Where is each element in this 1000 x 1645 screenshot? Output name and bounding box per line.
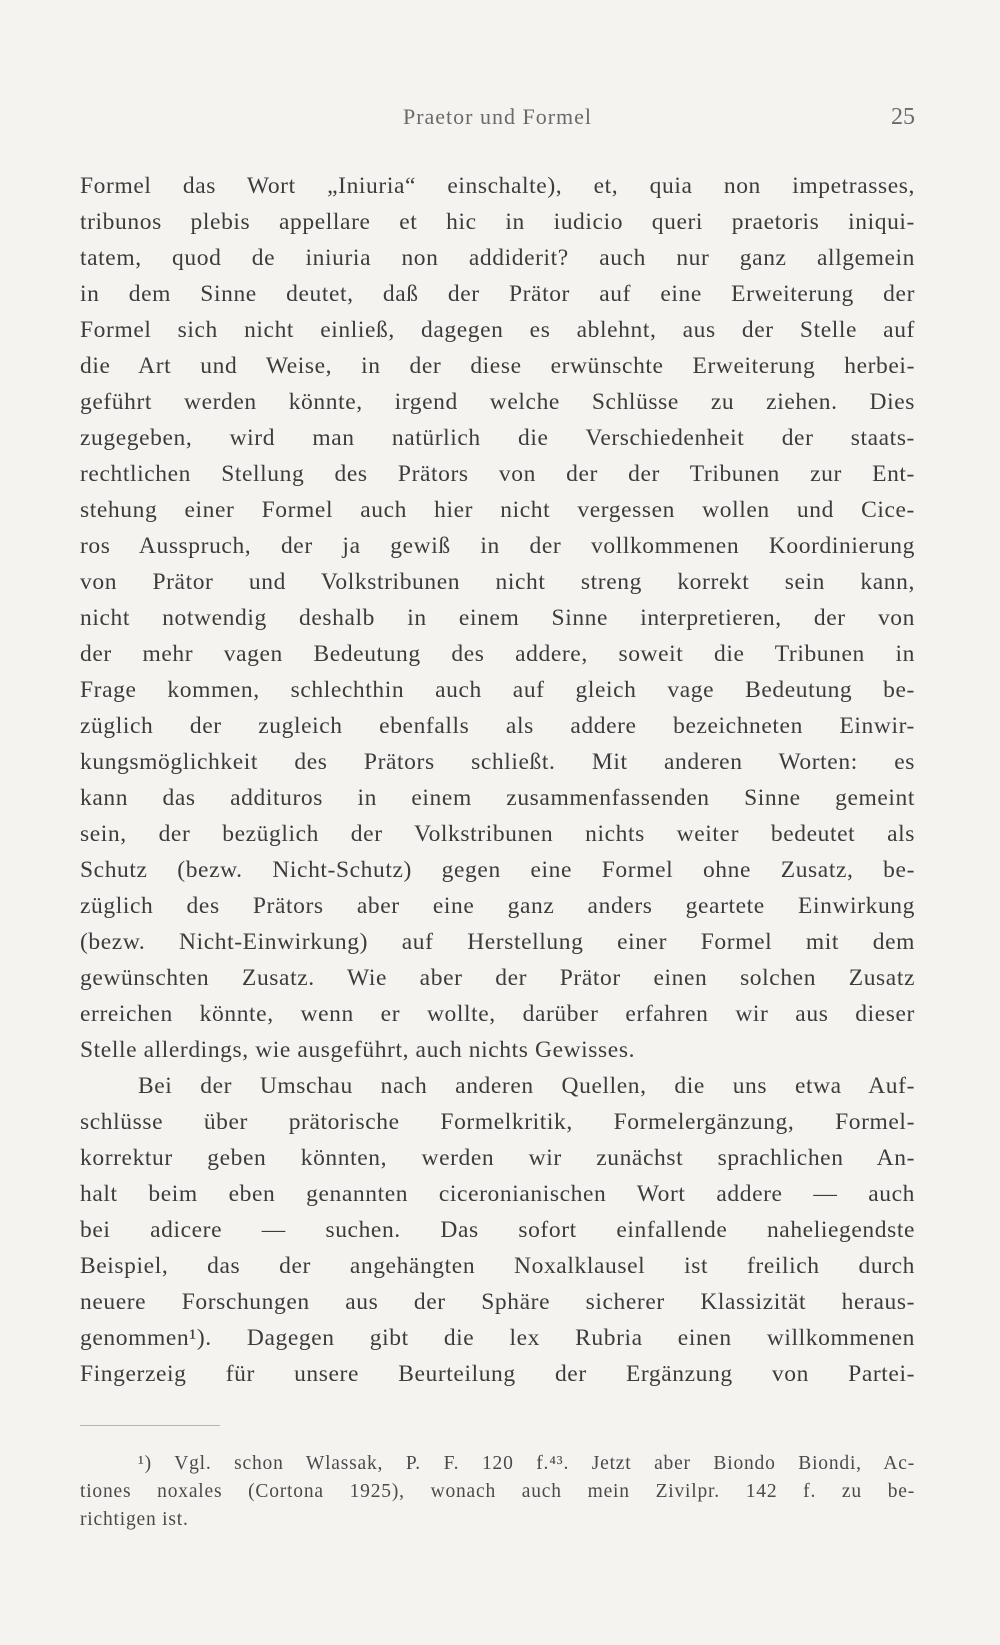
- text-line: sein, der bezüglich der Volkstribunen nichts weiter bedeutet als: [80, 821, 915, 847]
- text-line: der mehr vagen Bedeutung des addere, soweit die Tribunen in: [80, 641, 915, 667]
- text-line: tatem, quod de iniuria non addiderit? auch nur ganz allgemein: [80, 245, 915, 271]
- text-line: Beispiel, das der angehängten Noxalklausel ist freilich durch: [80, 1253, 915, 1279]
- text-line: genommen¹). Dagegen gibt die lex Rubria einen willkommenen: [80, 1325, 915, 1351]
- text-line: (bezw. Nicht-Einwirkung) auf Herstellung einer Formel mit dem: [80, 929, 915, 955]
- text-line: erreichen könnte, wenn er wollte, darüber erfahren wir aus dieser: [80, 1001, 915, 1027]
- footnote-divider: [80, 1425, 220, 1426]
- text-line: rechtlichen Stellung des Prätors von der der Tribunen zur Ent-: [80, 461, 915, 487]
- page-number: 25: [891, 104, 915, 130]
- text-line: Schutz (bezw. Nicht-Schutz) gegen eine Formel ohne Zusatz, be-: [80, 857, 915, 883]
- text-line: züglich der zugleich ebenfalls als addere bezeichneten Einwir-: [80, 713, 915, 739]
- text-line: kann das addituros in einem zusammenfassenden Sinne gemeint: [80, 785, 915, 811]
- footnote-line: ¹) Vgl. schon Wlassak, P. F. 120 f.⁴³. Jetzt aber Biondo Biondi, Ac-: [138, 1453, 915, 1474]
- text-line: in dem Sinne deutet, daß der Prätor auf eine Erweiterung der: [80, 281, 915, 307]
- footnote-line: tiones noxales (Cortona 1925), wonach auch mein Zivilpr. 142 f. zu be-: [80, 1481, 915, 1502]
- running-head: [80, 104, 915, 138]
- text-line: geführt werden könnte, irgend welche Schlüsse zu ziehen. Dies: [80, 389, 915, 415]
- text-line: von Prätor und Volkstribunen nicht streng korrekt sein kann,: [80, 569, 915, 595]
- text-line: ros Ausspruch, der ja gewiß in der vollkommenen Koordinierung: [80, 533, 915, 559]
- text-line: züglich des Prätors aber eine ganz anders geartete Einwirkung: [80, 893, 915, 919]
- text-line: neuere Forschungen aus der Sphäre sicherer Klassizität heraus-: [80, 1289, 915, 1315]
- text-line: Frage kommen, schlechthin auch auf gleich vage Bedeutung be-: [80, 677, 915, 703]
- text-line: Formel das Wort „Iniuria“ einschalte), et, quia non impetrasses,: [80, 173, 915, 199]
- text-line: Fingerzeig für unsere Beurteilung der Ergänzung von Partei-: [80, 1361, 915, 1387]
- footnote-line: richtigen ist.: [80, 1509, 189, 1530]
- text-line: halt beim eben genannten ciceronianischen Wort addere — auch: [80, 1181, 915, 1207]
- text-line: zugegeben, wird man natürlich die Verschiedenheit der staats-: [80, 425, 915, 451]
- text-line: schlüsse über prätorische Formelkritik, Formelergänzung, Formel-: [80, 1109, 915, 1135]
- text-line: die Art und Weise, in der diese erwünschte Erweiterung herbei-: [80, 353, 915, 379]
- text-line: stehung einer Formel auch hier nicht vergessen wollen und Cice-: [80, 497, 915, 523]
- text-line: nicht notwendig deshalb in einem Sinne interpretieren, der von: [80, 605, 915, 631]
- text-line: korrektur geben könnten, werden wir zunächst sprachlichen An-: [80, 1145, 915, 1171]
- text-line: tribunos plebis appellare et hic in iudicio queri praetoris iniqui-: [80, 209, 915, 235]
- text-line-paragraph-start: Bei der Umschau nach anderen Quellen, die uns etwa Auf-: [138, 1073, 915, 1099]
- body-text: [80, 168, 915, 1392]
- text-line: bei adicere — suchen. Das sofort einfallende naheliegendste: [80, 1217, 915, 1243]
- text-line-paragraph-end: Stelle allerdings, wie ausgeführt, auch nichts Gewisses.: [80, 1037, 636, 1063]
- text-line: gewünschten Zusatz. Wie aber der Prätor einen solchen Zusatz: [80, 965, 915, 991]
- running-title: Praetor und Formel: [402, 104, 593, 129]
- text-line: kungsmöglichkeit des Prätors schließt. Mit anderen Worten: es: [80, 749, 915, 775]
- footnotes: [80, 1450, 915, 1534]
- text-line: Formel sich nicht einließ, dagegen es ablehnt, aus der Stelle auf: [80, 317, 915, 343]
